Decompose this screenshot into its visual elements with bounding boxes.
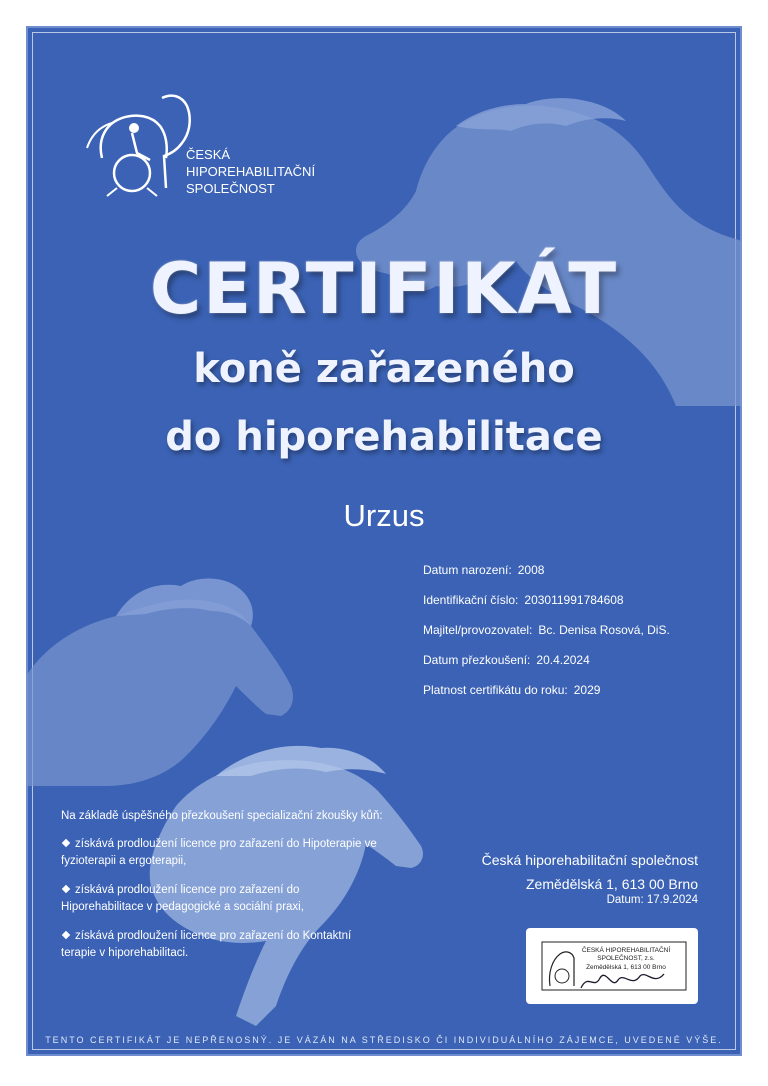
bullet-line-2: terapie v hiporehabilitaci. xyxy=(61,947,189,959)
license-bullet xyxy=(61,836,401,870)
signature-icon xyxy=(581,974,664,988)
bullet-line-1: získává prodloužení licence pro zařazení do xyxy=(75,884,300,896)
detail-value: 2008 xyxy=(517,563,545,577)
detail-row xyxy=(423,683,670,713)
detail-row xyxy=(423,623,670,653)
details-list xyxy=(423,563,670,713)
detail-row xyxy=(423,563,670,593)
license-bullet xyxy=(61,928,401,962)
bullet-line-2: fyzioterapii a ergoterapii, xyxy=(61,855,187,867)
organization-block xyxy=(482,848,698,896)
stamp-line-1: ČESKÁ HIPOREHABILITAČNÍ xyxy=(581,947,671,954)
detail-value: 2029 xyxy=(573,683,601,697)
bullet-line-1: získává prodloužení licence pro zařazení do Hipoterapie ve xyxy=(75,838,377,850)
bullet-line-1: získává prodloužení licence pro zařazení do Kontaktní xyxy=(75,930,352,942)
diamond-bullet-icon xyxy=(62,885,70,893)
logo-line-3: SPOLEČNOST xyxy=(186,181,275,196)
organization-address: Zemědělská 1, 613 00 Brno xyxy=(526,876,698,892)
certificate-title: CERTIFIKÁT xyxy=(149,248,619,330)
diamond-bullet-icon xyxy=(62,931,70,939)
logo-line-2: HIPOREHABILITAČNÍ xyxy=(186,164,316,179)
logo-text xyxy=(186,146,315,197)
detail-label: Platnost certifikátu do roku: xyxy=(423,683,568,697)
license-bullet xyxy=(61,882,401,916)
detail-row xyxy=(423,593,670,623)
detail-value: 203011991784608 xyxy=(524,593,624,607)
detail-value: Bc. Denisa Rosová, DiS. xyxy=(538,623,670,637)
organization-name: Česká hiporehabilitační společnost xyxy=(481,852,698,868)
certificate-subtitle-1: koně zařazeného xyxy=(193,346,575,392)
certificate xyxy=(26,26,742,1056)
stamp-area xyxy=(526,928,698,1004)
footer-note: TENTO CERTIFIKÁT JE NEPŘENOSNÝ. JE VÁZÁN NA STŘEDISKO ČI INDIVIDUÁLNÍHO ZÁJEMCE, UVEDENÉ VÝŠE. xyxy=(45,1035,723,1045)
logo-line-1: ČESKÁ xyxy=(186,147,231,162)
intro-text: Na základě úspěšného přezkoušení specializační zkoušky kůň: xyxy=(61,810,383,822)
diamond-bullet-icon xyxy=(62,839,70,847)
stamp-line-3: Zemědělská 1, 613 00 Brno xyxy=(586,964,666,971)
stamp-icon xyxy=(526,928,698,1004)
detail-label: Datum přezkoušení: xyxy=(423,653,531,667)
detail-value: 20.4.2024 xyxy=(536,653,590,667)
certificate-subtitle-2: do hiporehabilitace xyxy=(165,414,603,460)
detail-label: Datum narození: xyxy=(423,563,512,577)
issue-date: Datum: 17.9.2024 xyxy=(606,894,698,906)
stamp-line-2: SPOLEČNOST, z.s. xyxy=(597,955,655,962)
detail-row xyxy=(423,653,670,683)
detail-label: Majitel/provozovatel: xyxy=(423,623,533,637)
detail-label: Identifikační číslo: xyxy=(423,593,519,607)
bullet-line-2: Hiporehabilitace v pedagogické a sociální praxi, xyxy=(61,901,304,913)
horse-name: Urzus xyxy=(343,498,425,533)
license-bullet-list xyxy=(61,836,401,974)
